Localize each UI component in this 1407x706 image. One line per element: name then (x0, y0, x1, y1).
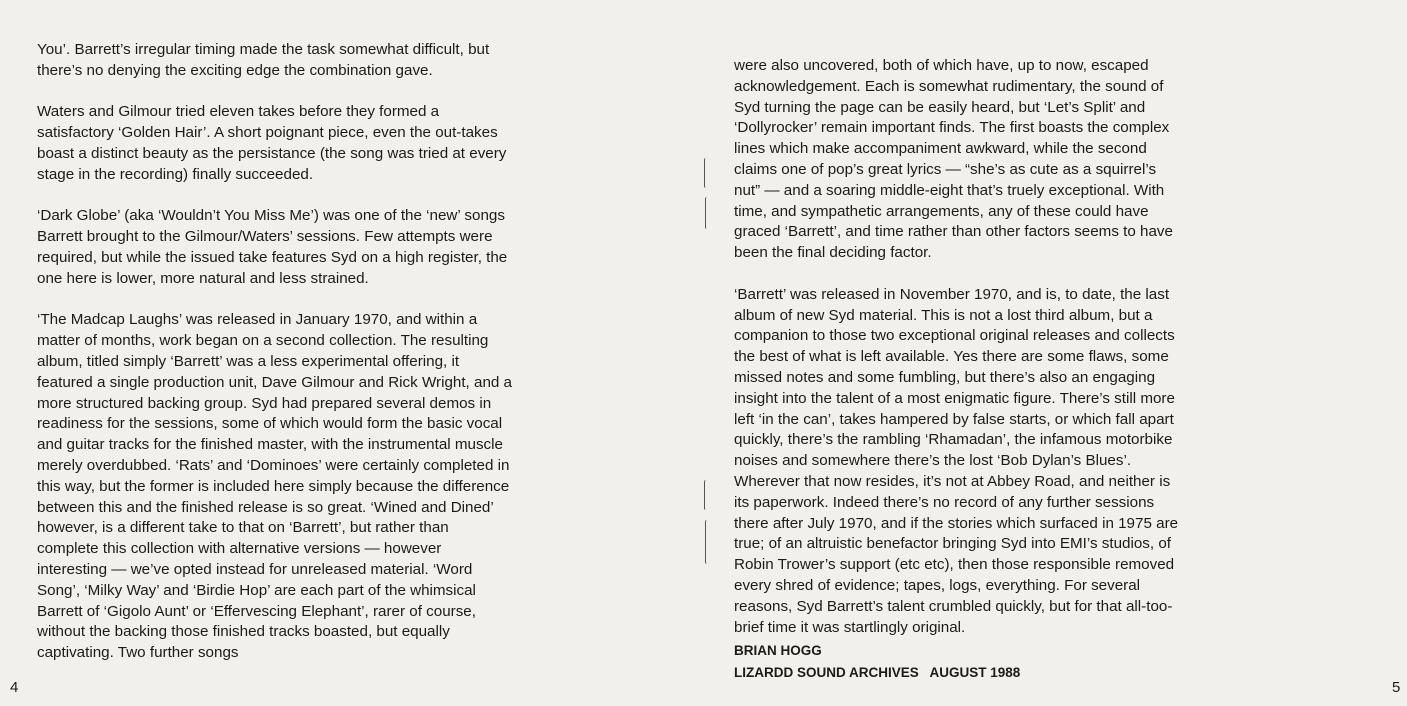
show-through-texture (1200, 30, 1400, 690)
staple-top-upper (704, 158, 709, 188)
left-paragraph-3: ‘Dark Globe’ (aka ‘Wouldn’t You Miss Me’) was one of the ‘new’ songs Barrett brought to the Gilmour/Waters’ sessions. Few attempts were required, but while the issued take features Syd on a high register, the one here is lower, more natural and less strained. (37, 207, 508, 287)
staple-top-lower (705, 197, 710, 229)
left-page-column (37, 40, 512, 685)
author-signature: BRIAN HOGG (734, 643, 822, 659)
page-number-left: 4 (10, 679, 19, 696)
staple-bottom-lower (705, 520, 710, 564)
archive-credit: LIZARDD SOUND ARCHIVES AUGUST 1988 (734, 665, 1021, 681)
right-page-column (734, 56, 1184, 684)
page-number-right: 5 (1392, 679, 1401, 696)
left-paragraph-4: ‘The Madcap Laughs’ was released in January 1970, and within a matter of months, work began on a second collection. The resulting album, titled simply ‘Barrett’ was a less experimental offering, it featured a single production unit, Dave Gilmour and Rick Wright, and a more structured backing group. Syd had prepared several demos in readiness for the sessions, some of which would form the basic vocal and guitar tracks for the finished master, with the instrumental muscle merely overdubbed. ‘Rats’ and ‘Dominoes’ were certainly completed in this way, but the former is included here simply because the difference between this and the finished release is so great. ‘Wined and Dined’ however, is a different take to that on ‘Barrett’, but rather than complete this collection with alternative versions — however interesting — we’ve opted instead for unreleased material. ‘Word Song’, ‘Milky Way’ and ‘Birdie Hop’ are each part of the whimsical Barrett of ‘Gigolo Aunt’ or ‘Effervescing Elephant’, rarer of course, without the backing those finished tracks boasted, but equally captivating. Two further songs (37, 311, 513, 662)
staple-bottom-upper (704, 480, 709, 510)
right-paragraph-2: ‘Barrett’ was released in November 1970, and is, to date, the last album of new Syd material. This is not a lost third album, but a companion to those two exceptional original releases and collects the best of what is left available. Yes there are some flaws, some missed notes and some fumbling, but there’s also an engaging insight into the talent of a most enigmatic figure. There’s still more left ‘in the can’, takes hampered by false starts, or which fall apart quickly, there’s the rambling ‘Rhamadan’, the infamous motorbike noises and somewhere there’s the lost ‘Bob Dylan’s Blues’. Wherever that now resides, it’s not at Abbey Road, and neither is its paperwork. Indeed there’s no record of any further sessions there after July 1970, and if the stories which surfaced in 1975 are true; of an altruistic benefactor bringing Syd into EMI’s studios, of Robin Trower’s support (etc etc), then those responsible removed every shred of evidence; tapes, logs, everything. For several reasons, Syd Barrett’s talent crumbled quickly, but for that all-too-brief time it was startlingly original. (734, 285, 1179, 636)
left-paragraph-2: Waters and Gilmour tried eleven takes before they formed a satisfactory ‘Golden Hair’. A short poignant piece, even the out-takes boast a distinct beauty as the persistance (the song was tried at every stage in the recording) finally succeeded. (37, 103, 507, 183)
right-paragraph-1: were also uncovered, both of which have, up to now, escaped acknowledgement. Each is somewhat rudimentary, the sound of Syd turning the page can be easily heard, but ‘Let’s Split’ and ‘Dollyrocker’ remain important finds. The first boasts the complex lines which make accompaniment awkward, while the second claims one of pop’s great lyrics — “she’s as cute as a squirrel’s nut” — and a soaring middle-eight that’s truely exceptional. With time, and sympathetic arrangements, any of these could have graced ‘Barrett’, and time rather than other factors seems to have been the final deciding factor. (734, 57, 1173, 262)
left-paragraph-1: You’. Barrett’s irregular timing made the task somewhat difficult, but there’s no denying the exciting edge the combination gave. (37, 41, 490, 79)
